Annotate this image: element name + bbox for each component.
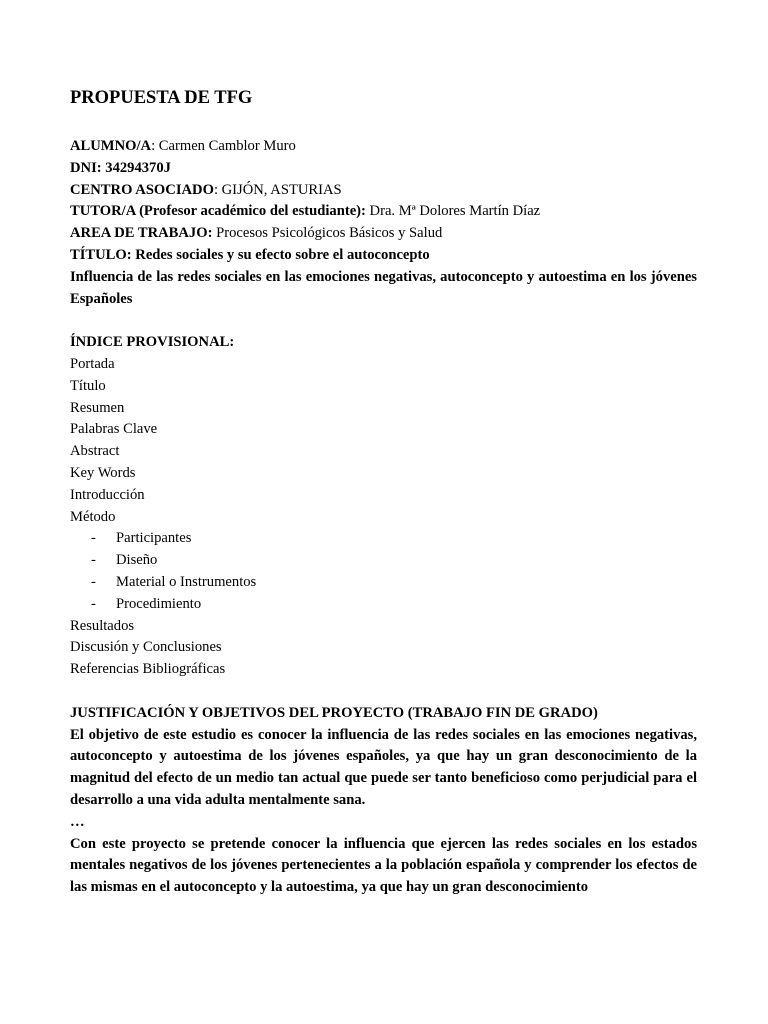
document-title: PROPUESTA DE TFG (70, 88, 253, 108)
index-subitem: - Procedimiento (70, 594, 697, 616)
field-titulo (70, 245, 697, 267)
alumno-label: ALUMNO/A (70, 138, 152, 154)
centro-value: : GIJÓN, ASTURIAS (213, 181, 342, 198)
alumno-value: : Carmen Camblor Muro (151, 138, 296, 154)
tutor-label: TUTOR/A (Profesor académico del estudiante): (70, 203, 366, 220)
field-dni: DNI: 34294370J (70, 159, 171, 176)
tutor-value: Dra. Mª Dolores Martín Díaz (365, 203, 541, 220)
index-item: Resumen (70, 399, 125, 416)
index-item: Resultados (70, 617, 135, 634)
index-item: Key Words (70, 464, 136, 481)
field-centro (70, 180, 697, 202)
bullet-dash: - (91, 552, 96, 569)
bullet-dash: - (91, 595, 96, 612)
index-subitem: - Participantes (70, 528, 697, 550)
justification-paragraph-2: Con este proyecto se pretende conocer la influencia que ejercen las redes sociales en los estados mentales negativos de los jóvenes pertenecientes a la población española y comprender los efectos de las mismas en el autoconcepto y la autoestima, ya que hay un gran desconocimiento (70, 835, 697, 896)
ellipsis: … (70, 813, 85, 830)
index-item: Palabras Clave (70, 421, 158, 438)
index-item: Introducción (70, 486, 145, 503)
field-subtitulo: Influencia de las redes sociales en las emociones negativas, autoconcepto y autoestima en los jóvenes Españoles (70, 268, 697, 307)
bullet-dash: - (91, 573, 96, 590)
index-heading: ÍNDICE PROVISIONAL: (70, 334, 235, 351)
index-item: Título (70, 377, 106, 394)
document-page (70, 86, 697, 899)
index-item: Método (70, 508, 116, 525)
centro-label: CENTRO ASOCIADO (70, 181, 214, 198)
index-item: Portada (70, 355, 115, 372)
titulo-value: Redes sociales y su efecto sobre el autoconcepto (131, 246, 430, 263)
field-alumno (70, 136, 697, 158)
index-subitem: - Material o Instrumentos (70, 572, 697, 594)
index-item: Discusión y Conclusiones (70, 639, 222, 656)
bullet-dash: - (91, 530, 96, 547)
index-subitem: - Diseño (70, 550, 697, 572)
index-item: Abstract (70, 443, 120, 460)
justification-heading: JUSTIFICACIÓN Y OBJETIVOS DEL PROYECTO (TRABAJO FIN DE GRADO) (70, 704, 598, 721)
field-area (70, 223, 697, 245)
area-label: AREA DE TRABAJO: (70, 225, 213, 242)
field-tutor (70, 201, 697, 223)
index-item: Referencias Bibliográficas (70, 661, 226, 678)
titulo-label: TÍTULO: (70, 246, 132, 263)
area-value: Procesos Psicológicos Básicos y Salud (212, 225, 443, 242)
justification-paragraph-1: El objetivo de este estudio es conocer la influencia de las redes sociales en las emociones negativas, autoconcepto y autoestima de los jóvenes españoles, ya que hay un gran desconocimiento de la magnitud del efecto de un medio tan actual que puede ser tanto beneficioso como perjudicial para el desarrollo a una vida adulta mentalmente sana. (70, 726, 697, 808)
